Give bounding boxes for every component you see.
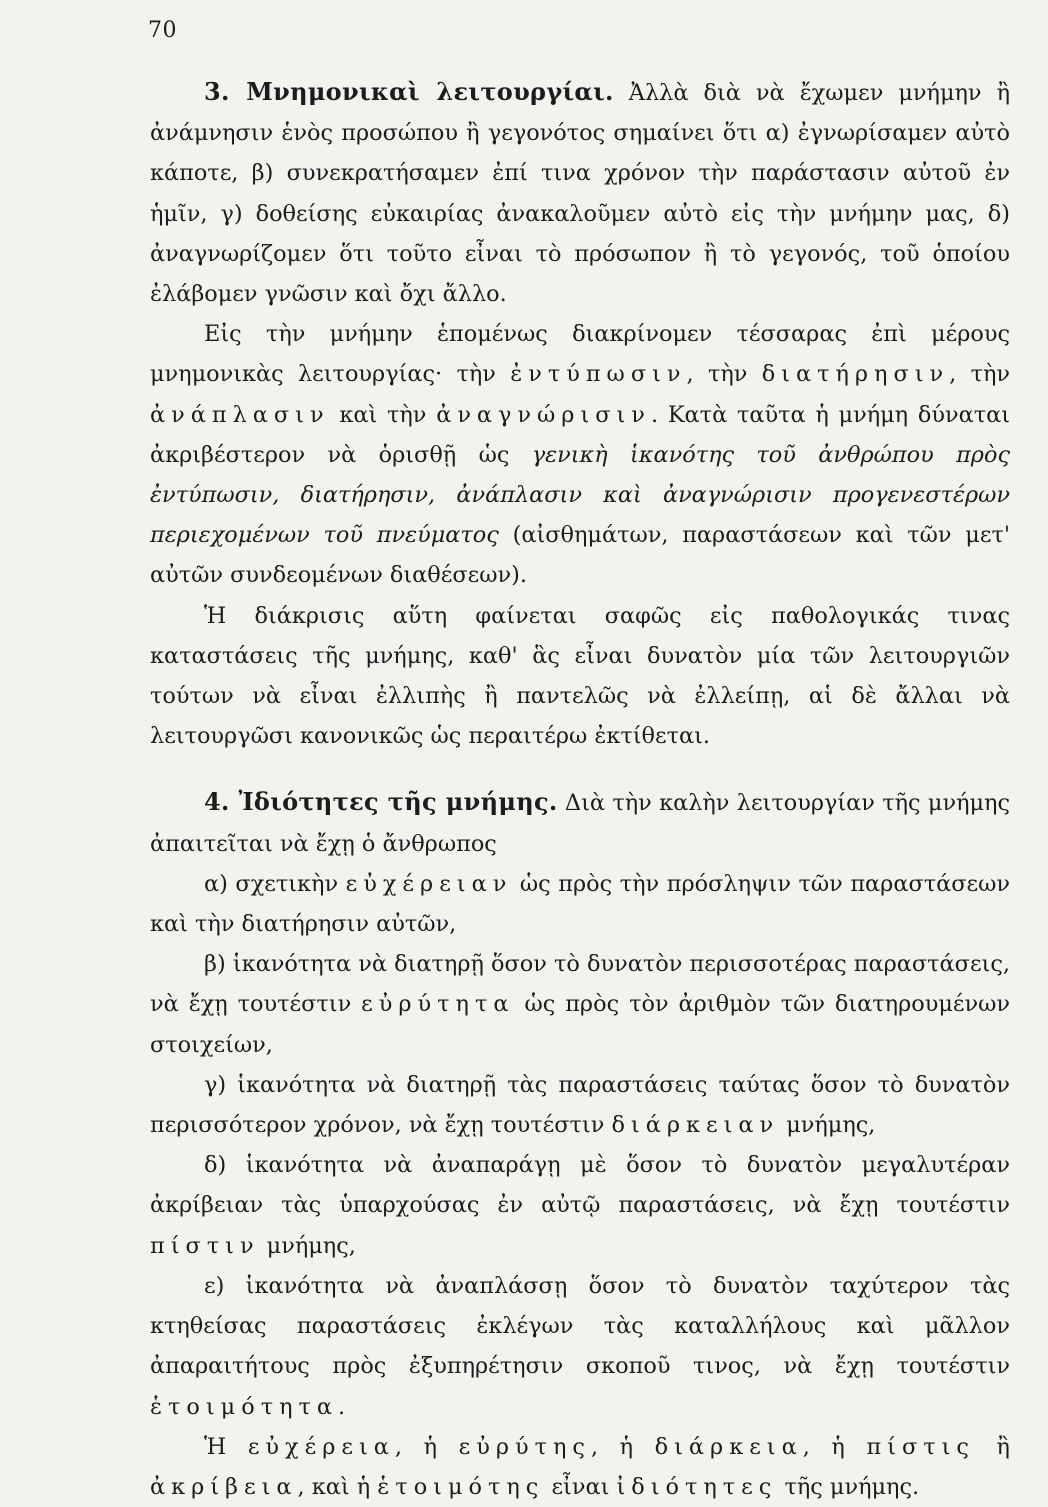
spaced-term: διάρκεια — [654, 1433, 803, 1460]
spaced-term: εὐχέρεια — [247, 1433, 395, 1460]
paragraph-text: Διὰ τὴν καλὴν λειτουργίαν τῆς μνήμης ἀπαιτεῖται νὰ ἔχῃ ὁ ἄνθρωπος — [150, 790, 1010, 857]
spaced-term: ἀναγνώρισιν — [436, 401, 651, 428]
page-body — [150, 72, 1010, 1507]
paragraph-text: , τὴν — [949, 361, 1011, 388]
page-number: 70 — [148, 18, 177, 43]
section-3-paragraph-1 — [150, 72, 1010, 314]
list-item-c — [150, 1065, 1010, 1145]
paragraph-text: ε) ἱκανότητα νὰ ἀναπλάσσῃ ὅσον τὸ δυνατὸν ταχύτερον τὰς κτηθείσας παραστάσεις ἐκλέγων τὰς καταλλήλους καὶ μᾶλλον ἀπαραιτήτους πρὸς ἐξυπηρέτησιν σκοποῦ τινος, νὰ ἔχῃ τουτέστιν — [150, 1272, 1010, 1380]
section-4-intro — [150, 782, 1010, 863]
paragraph-text: εἶναι — [544, 1473, 617, 1500]
list-item-e — [150, 1266, 1010, 1427]
paragraph-text: δ) ἱκανότητα νὰ ἀναπαράγῃ μὲ ὅσον τὸ δυνατὸν μεγαλυτέραν ἀκρίβειαν τὰς ὑπαρχούσας ἐν αὐτῷ παραστάσεις, νὰ ἔχῃ τουτέστιν — [150, 1152, 1010, 1219]
paragraph-text: , τὴν — [686, 361, 762, 388]
list-item-d — [150, 1145, 1010, 1266]
paragraph-text: Ἡ — [204, 1433, 248, 1460]
spaced-term: ἰδιότητες — [616, 1473, 778, 1500]
paragraph-text: . — [338, 1393, 346, 1420]
section-3-paragraph-2 — [150, 314, 1010, 595]
section-4-heading: 4. Ἰδιότητες τῆς μνήμης. — [204, 787, 558, 817]
italic-definition: γενικὴ ἱκανότης τοῦ ἀνθρώπου πρὸς ἐντύπωσιν, διατήρησιν, ἀνάπλασιν καὶ ἀναγνώρισιν προγενεστέρων περιεχομένων τοῦ πνεύματος — [150, 441, 1010, 549]
spaced-term: πίστιν — [150, 1232, 260, 1259]
paragraph-text: μνήμης, — [259, 1232, 356, 1259]
paragraph-text: ὡς πρὸς τὸν ἀριθμὸν τῶν διατηρουμένων στοιχείων, — [150, 991, 1010, 1058]
paragraph-text: Εἰς τὴν μνήμην ἑπομένως διακρίνομεν τέσσαρας ἐπὶ μέρους μνημονικὰς λειτουργίας· τὴν — [150, 321, 1010, 388]
spaced-term: πίστις — [866, 1433, 975, 1460]
conclusion-paragraph — [150, 1427, 1010, 1507]
list-item-a — [150, 864, 1010, 944]
spaced-term: εὐρύτητα — [361, 991, 515, 1018]
spaced-term: ἀνάπλασιν — [150, 401, 330, 428]
paragraph-text: ἢ — [974, 1433, 1010, 1460]
paragraph-text: Ἀλλὰ διὰ νὰ ἔχωμεν μνήμην ἢ ἀνάμνησιν ἑνὸς προσώπου ἢ γεγονότος σημαίνει ὅτι α) ἐγνωρίσαμεν αὐτὸ κάποτε, β) συνεκρατήσαμεν ἐπί τινα χρόνον τὴν παράστασιν αὐτοῦ ἐν ἡμῖν, γ) δοθείσης εὐκαιρίας ἀνακαλοῦμεν αὐτὸ εἰς τὴν μνήμην μας, δ) ἀναγνωρίζομεν ὅτι τοῦτο εἶναι τὸ πρόσωπον ἢ τὸ γεγονός, τοῦ ὁποίου ἐλάβομεν γνῶσιν καὶ ὄχι ἄλλο. — [150, 80, 1010, 308]
spaced-term: ἑτοιμότητα — [150, 1393, 339, 1420]
spaced-term: ἐντύπωσιν — [510, 361, 687, 388]
paragraph-text: καὶ τὴν — [329, 401, 437, 428]
section-3-paragraph-3 — [150, 596, 1010, 757]
section-3-heading: 3. Μνημονικαὶ λειτουργίαι. — [204, 77, 614, 106]
list-item-b — [150, 944, 1010, 1065]
paragraph-text: β) ἱκανότητα νὰ διατηρῇ ὅσον τὸ δυνατὸν περισσοτέρας παραστάσεις, νὰ ἔχῃ τουτέστιν — [150, 951, 1010, 1018]
paragraph-text: , καὶ ἡ — [297, 1473, 378, 1500]
spaced-term: διατήρησιν — [761, 361, 950, 388]
paragraph-text: γ) ἱκανότητα νὰ διατηρῇ τὰς παραστάσεις ταύτας ὅσον τὸ δυνατὸν περισσότερον χρόνον, νὰ ἔχῃ τουτέστιν — [150, 1071, 1010, 1139]
paragraph-text: Ἡ διάκρισις αὕτη φαίνεται σαφῶς εἰς παθολογικάς τινας καταστάσεις τῆς μνήμης, καθ' ἃς εἶναι δυνατὸν μία τῶν λειτουργιῶν τούτων νὰ εἶναι ἐλλιπὴς ἢ παντελῶς νὰ ἐλλείπῃ, αἱ δὲ ἄλλαι νὰ λειτουργῶσι κανονικῶς ὡς περαιτέρω ἐκτίθεται. — [150, 602, 1010, 750]
paragraph-text: τῆς μνήμης. — [777, 1473, 920, 1500]
spaced-term: ἑτοιμότης — [377, 1473, 545, 1500]
paragraph-text: μνήμης, — [779, 1112, 876, 1139]
spaced-term: εὐχέρειαν — [345, 870, 513, 897]
spaced-term: εὐρύτης — [458, 1433, 591, 1460]
paragraph-text: , ἡ — [802, 1433, 867, 1460]
spaced-term: διάρκειαν — [611, 1112, 780, 1139]
paragraph-text: (αἰσθημάτων, παραστάσεων καὶ τῶν μετ' αὐτῶν συνδεομένων διαθέσεων). — [150, 522, 1010, 589]
paragraph-text: , ἡ — [590, 1433, 655, 1460]
paragraph-text: , ἡ — [394, 1433, 459, 1460]
paragraph-text: α) σχετικὴν — [204, 870, 346, 897]
paragraph-text: . Κατὰ ταῦτα ἡ μνήμη δύναται ἀκριβέστερον νὰ ὁρισθῇ ὡς — [150, 401, 1010, 468]
spaced-term: ἀκρίβεια — [150, 1473, 298, 1500]
paragraph-text: ὡς πρὸς τὴν πρόσληψιν τῶν παραστάσεων καὶ τὴν διατήρησιν αὐτῶν, — [150, 870, 1010, 938]
